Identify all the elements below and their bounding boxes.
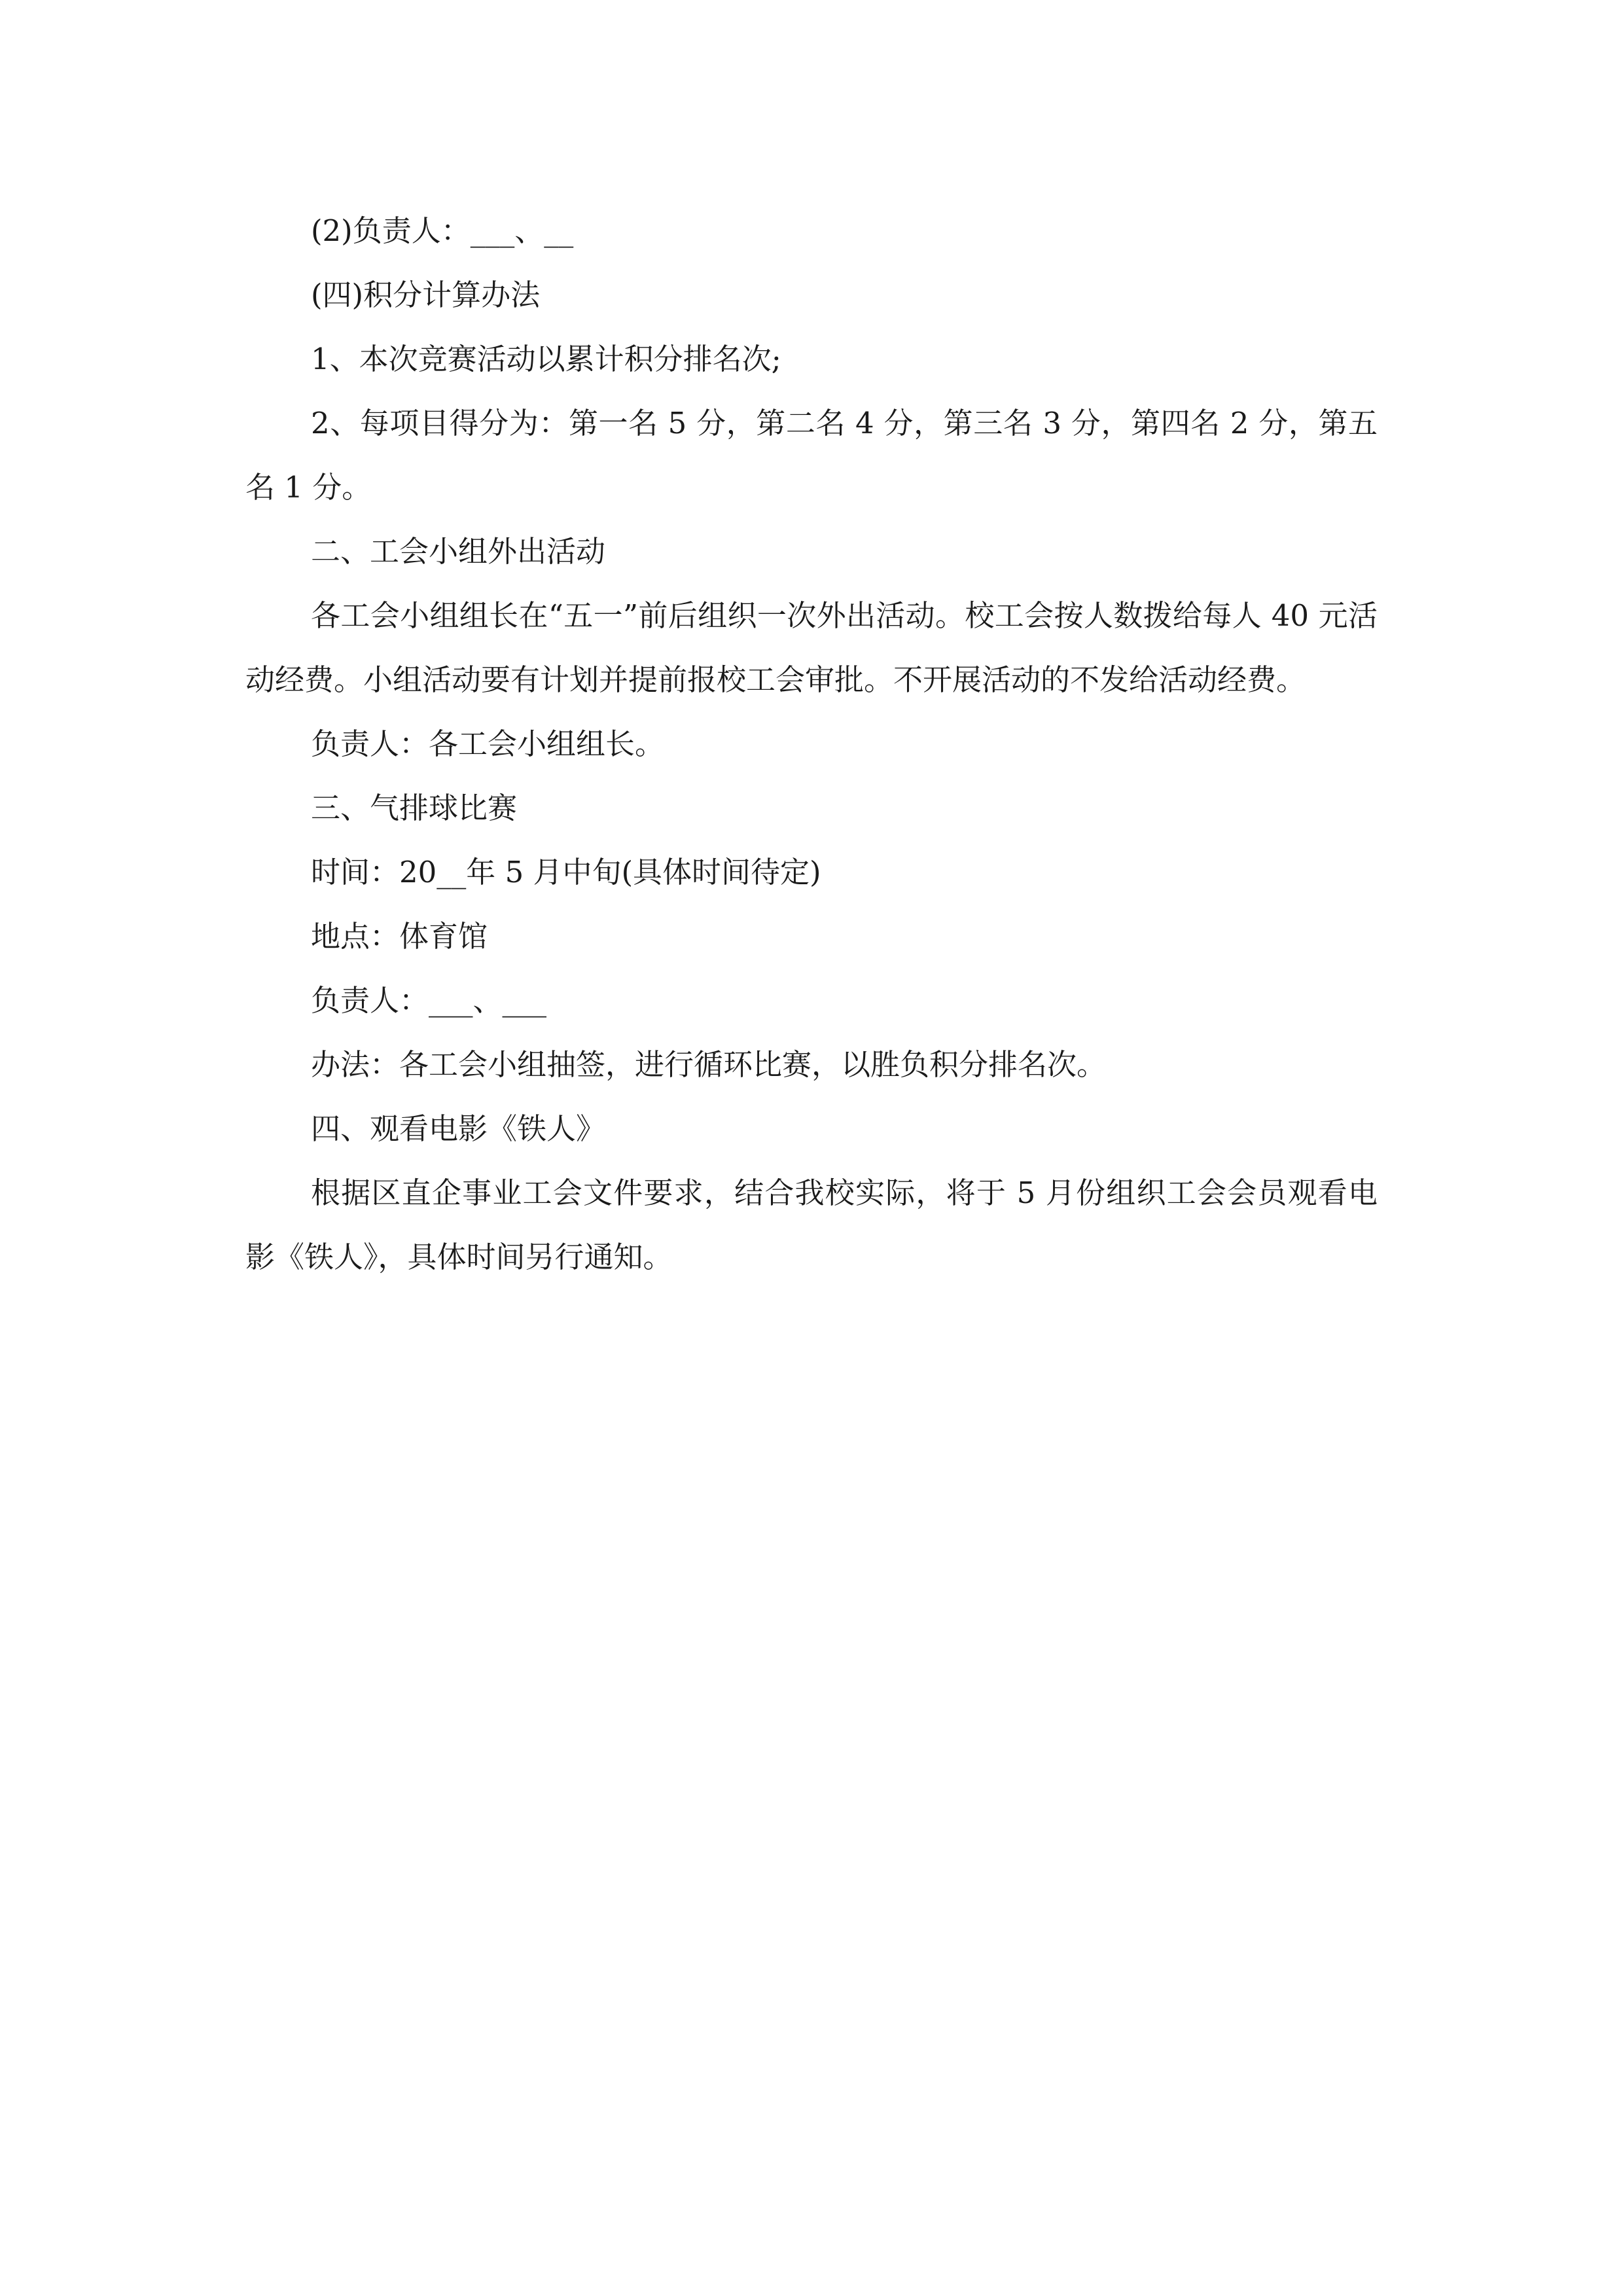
- outing-description: 各工会小组组长在“五一”前后组织一次外出活动。校工会按人数拨给每人 40 元活动经费。小组活动要有计划并提前报校工会审批。不开展活动的不发给活动经费。: [245, 598, 1378, 697]
- volleyball-time: 时间：20__年 5 月中旬(具体时间待定): [311, 855, 821, 889]
- section-heading-scoring: (四)积分计算办法: [311, 278, 541, 312]
- section-heading-volleyball: 三、气排球比赛: [311, 791, 518, 825]
- movie-description: 根据区直企事业工会文件要求，结合我校实际，将于 5 月份组织工会会员观看电影《铁人》，具体时间另行通知。: [245, 1175, 1378, 1274]
- responsible-person-line: (2)负责人：___、__: [311, 213, 574, 248]
- scoring-rule-1: 1、本次竞赛活动以累计积分排名次;: [311, 342, 781, 376]
- section-heading-outing: 二、工会小组外出活动: [311, 534, 606, 569]
- volleyball-responsible: 负责人：___、___: [311, 983, 547, 1018]
- outing-responsible: 负责人：各工会小组组长。: [311, 726, 665, 761]
- volleyball-method: 办法：各工会小组抽签，进行循环比赛，以胜负积分排名次。: [311, 1047, 1107, 1082]
- scoring-rule-2: 2、每项目得分为：第一名 5 分，第二名 4 分，第三名 3 分，第四名 2 分，第五名 1 分。: [245, 406, 1378, 505]
- section-heading-movie: 四、观看电影《铁人》: [311, 1111, 606, 1146]
- document-body: [245, 199, 1378, 1289]
- volleyball-venue: 地点：体育馆: [311, 919, 488, 954]
